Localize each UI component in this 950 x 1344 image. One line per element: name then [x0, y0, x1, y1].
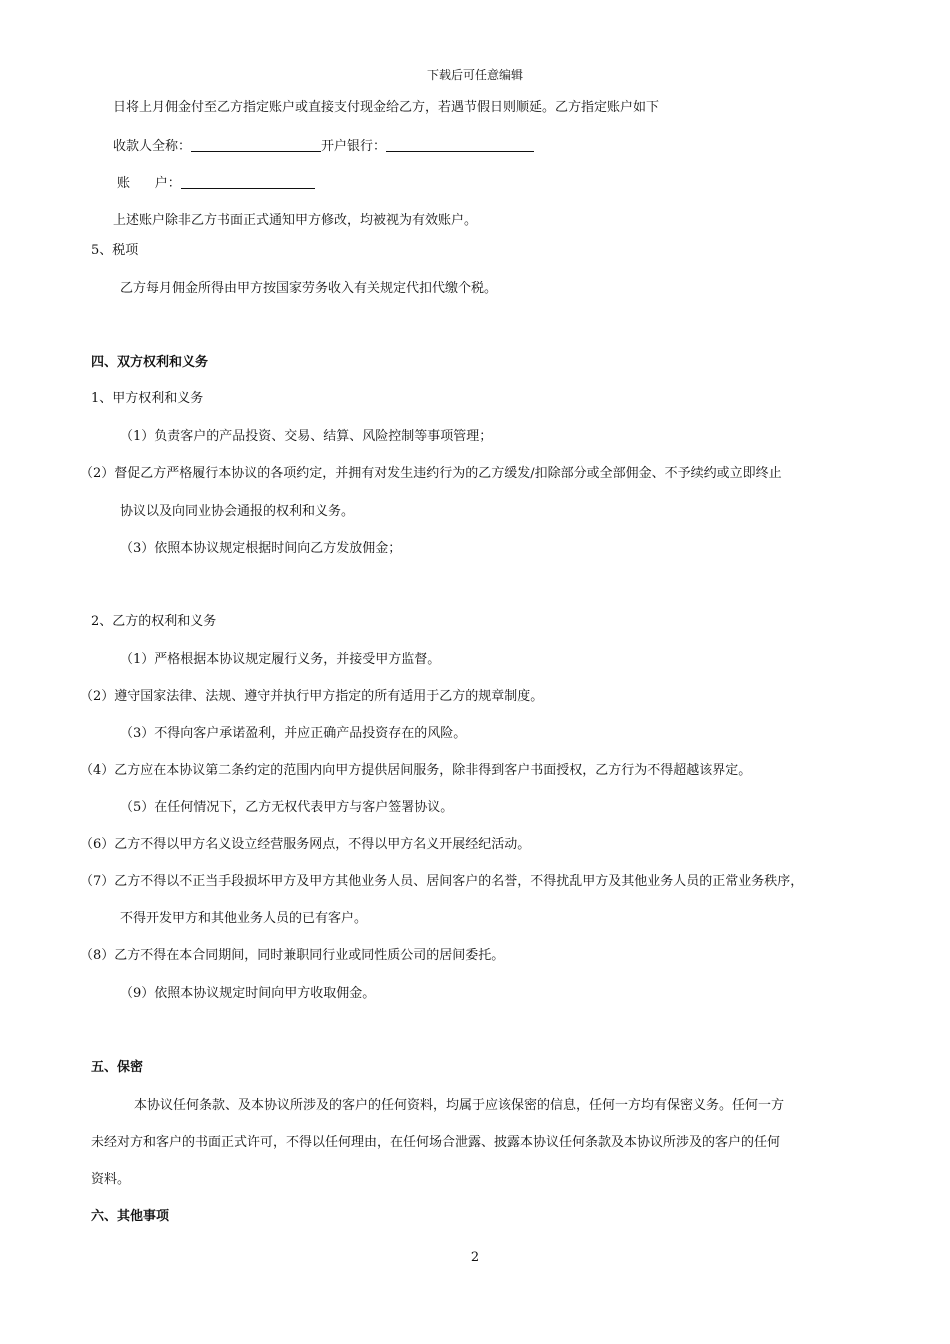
party-a-item: （3）依照本协议规定根据时间向乙方发放佣金；	[120, 541, 402, 556]
party-b-item: （9）依照本协议规定时间向甲方收取佣金。	[120, 986, 376, 1001]
party-b-item-cont: 不得开发甲方和其他业务人员的已有客户。	[120, 911, 368, 926]
party-b-item: （7）乙方不得以不正当手段损坏甲方及甲方其他业务人员、居间客户的名誉，不得扰乱甲方及其他业务人员的正常业务秩序，	[80, 874, 804, 889]
account-blank	[181, 174, 315, 189]
bank-label: 开户银行：	[321, 139, 387, 154]
bank-blank	[386, 137, 534, 152]
tax-body: 乙方每月佣金所得由甲方按国家劳务收入有关规定代扣代缴个税。	[120, 281, 498, 296]
account-validity: 上述账户除非乙方书面正式通知甲方修改，均被视为有效账户。	[113, 213, 478, 228]
confidentiality-line: 资料。	[91, 1172, 131, 1187]
party-a-item: （2）督促乙方严格履行本协议的各项约定，并拥有对发生违约行为的乙方缓发/扣除部分或全部佣金、不予续约或立即终止	[80, 466, 782, 481]
section-5-title: 五、保密	[91, 1060, 144, 1075]
account-label: 账 户：	[117, 176, 181, 191]
tax-heading: 5、税项	[91, 243, 139, 258]
party-a-item-cont: 协议以及向同业协会通报的权利和义务。	[120, 504, 355, 519]
party-b-item: （4）乙方应在本协议第二条约定的范围内向甲方提供居间服务，除非得到客户书面授权，乙方行为不得超越该界定。	[80, 763, 752, 778]
section-4-title: 四、双方权利和义务	[91, 355, 209, 370]
confidentiality-line: 本协议任何条款、及本协议所涉及的客户的任何资料，均属于应该保密的信息，任何一方均有保密义务。任何一方	[134, 1098, 785, 1113]
party-b-heading: 2、乙方的权利和义务	[91, 614, 217, 629]
payee-blank	[191, 137, 321, 152]
confidentiality-line: 未经对方和客户的书面正式许可，不得以任何理由，在任何场合泄露、披露本协议任何条款及本协议所涉及的客户的任何	[91, 1135, 781, 1150]
party-b-item: （3）不得向客户承诺盈利，并应正确产品投资存在的风险。	[120, 726, 467, 741]
party-b-item: （6）乙方不得以甲方名义设立经营服务网点，不得以甲方名义开展经纪活动。	[80, 837, 531, 852]
party-a-heading: 1、甲方权利和义务	[91, 391, 204, 406]
payee-row	[113, 137, 534, 156]
party-b-item: （5）在任何情况下，乙方无权代表甲方与客户签署协议。	[120, 800, 454, 815]
section-6-title: 六、其他事项	[91, 1209, 170, 1224]
party-b-item: （1）严格根据本协议规定履行义务，并接受甲方监督。	[120, 652, 441, 667]
party-b-item: （2）遵守国家法律、法规、遵守并执行甲方指定的所有适用于乙方的规章制度。	[80, 689, 544, 704]
party-b-item: （8）乙方不得在本合同期间，同时兼职同行业或同性质公司的居间委托。	[80, 948, 505, 963]
payment-line: 日将上月佣金付至乙方指定账户或直接支付现金给乙方，若遇节假日则顺延。乙方指定账户如下	[113, 100, 660, 115]
header-note: 下载后可任意编辑	[426, 68, 523, 82]
account-row	[117, 174, 315, 193]
party-a-item: （1）负责客户的产品投资、交易、结算、风险控制等事项管理；	[120, 429, 493, 444]
payee-label: 收款人全称：	[113, 139, 192, 154]
page-number: 2	[470, 1250, 480, 1265]
